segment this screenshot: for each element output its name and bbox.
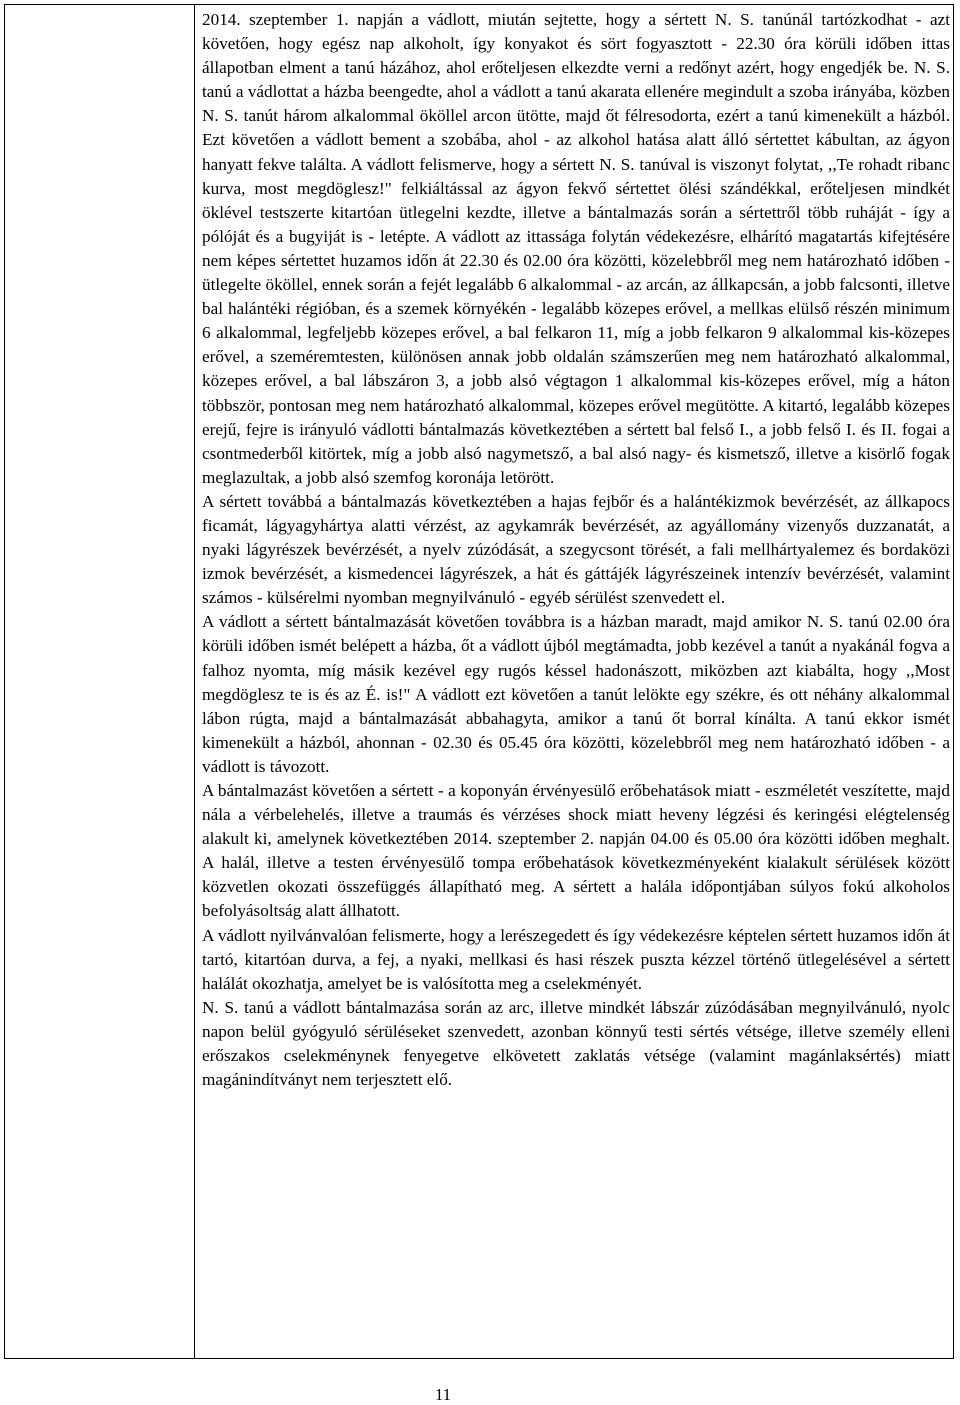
document-body	[202, 8, 950, 1092]
document-frame	[4, 4, 954, 1359]
paragraph-6: N. S. tanú a vádlott bántalmazása során az arc, illetve mindkét lábszár zúzódásában megnyilvánuló, nyolc napon belül gyógyuló sérüléseket szenvedett, azonban könnyű testi sértés vétsége, illetve személy elleni erőszakos cselekménynek fenyegetve elkövetett zaklatás vétsége (valamint magánlaksértés) miatt magánindítványt nem terjesztett elő.	[202, 997, 950, 1090]
paragraph-1: 2014. szeptember 1. napján a vádlott, miután sejtette, hogy a sértett N. S. tanúnál tartózkodhat - azt követően, hogy egész nap alkoholt, így konyakot és sört fogyasztott - 22.30 óra körüli időben ittas állapotban elment a tanú házához, ahol erőteljesen elkezdte verni a redőnyt azért, hogy engedjék be. N. S. tanú a vádlottat a házba beengedte, ahol a vádlott a tanú akarata ellenére megindult a szoba irányába, közben N. S. tanút három alkalommal ököllel arcon ütötte, majd őt félresodorta, ezért a tanú kimenekült a házból. Ezt követően a vádlott bement a szobába, ahol - az alkohol hatása alatt álló sértettet kábultan, az ágyon hanyatt fekve találta. A vádlott felismerve, hogy a sértett N. S. tanúval is viszonyt folytat, ,,Te rohadt ribanc kurva, most megdöglesz!" felkiáltással az ágyon fekvő sértettet ölési szándékkal, erőteljesen mindkét öklével testszerte kitartóan ütlegelni kezdte, illetve a bántalmazás során a sértettről több ruháját - így a pólóját és a bugyiját is - letépte. A vádlott az ittassága folytán védekezésre, elhárító magatartás kifejtésére nem képes sértettet huzamos időn át 22.30 és 02.00 óra közötti, közelebbről meg nem határozható időben - ütlegelte ököllel, ennek során a fejét legalább 6 alkalommal - az arcán, az állkapcsán, a jobb falcsonti, illetve bal halántéki régióban, és a szemek környékén - legalább közepes erővel, a mellkas elülső részén minimum 6 alkalommal, legfeljebb közepes erővel, a bal felkaron 11, míg a jobb felkaron 9 alkalommal kis-közepes erővel, a szeméremtesten, különösen annak jobb oldalán számszerűen meg nem határozható alkalommal, közepes erővel, a bal lábszáron 3, a jobb alsó végtagon 1 alkalommal kis-közepes erővel, míg a háton többször, pontosan meg nem határozható alkalommal, közepes erővel megütötte. A kitartó, legalább közepes erejű, fejre is irányuló vádlotti bántalmazás következtében a sértett bal felső I., a jobb felső I. és II. fogai a csontmederből kitörtek, míg a jobb alsó nagymetsző, a bal alsó nagy- és kismetsző, illetve a kisörlő fogak meglazultak, a jobb alsó szemfog koronája letörött.	[202, 10, 950, 487]
paragraph-2: A sértett továbbá a bántalmazás következtében a hajas fejbőr és a halántékizmok bevérzését, az állkapocs ficamát, lágyagyhártya alatti vérzést, az agykamrák bevérzését, az agyállomány vizenyős duzzanatát, a nyaki lágyrészek bevérzését, a nyelv zúzódását, a szegycsont törését, a fali mellhártyalemez és bordaközi izmok bevérzését, a kismedencei lágyrészek, a hát és gáttájék lágyrészeinek intenzív bevérzését, valamint számos - külsérelmi nyomban megnyilvánuló - egyéb sérülést szenvedett el.	[202, 491, 950, 608]
left-margin-column	[5, 5, 195, 1358]
paragraph-3: A vádlott a sértett bántalmazását követően továbbra is a házban maradt, majd amikor N. S. tanú 02.00 óra körüli időben ismét belépett a házba, őt a vádlott újból megtámadta, jobb kezével a tanút a nyakánál fogva a falhoz nyomta, míg másik kezével egy rugós késsel hadonászott, miközben azt kiabálta, hogy ,,Most megdöglesz te is és az É. is!" A vádlott ezt követően a tanút lelökte egy székre, és ott néhány alkalommal lábon rúgta, majd a bántalmazását abbahagyta, amikor a tanú őt borral kínálta. A tanú ekkor ismét kimenekült a házból, ahonnan - 02.30 és 05.45 óra közötti, közelebbről meg nem határozható időben - a vádlott is távozott.	[202, 612, 950, 776]
paragraph-4: A bántalmazást követően a sértett - a koponyán érvényesülő erőbehatások miatt - eszméletét veszítette, majd nála a vérbelehelés, illetve a traumás és vérzéses shock miatt heveny légzési és keringési elégtelenség alakult ki, amelynek következtében 2014. szeptember 2. napján 04.00 és 05.00 óra közötti időben meghalt. A halál, illetve a testen érvényesülő tompa erőbehatások következményeként kialakult sérülések között közvetlen okozati összefüggés állapítható meg. A sértett a halála időpontjában súlyos fokú alkoholos befolyásoltság alatt állhatott.	[202, 781, 950, 921]
paragraph-5: A vádlott nyilvánvalóan felismerte, hogy a lerészegedett és így védekezésre képtelen sértett huzamos időn át tartó, kitartóan durva, a fej, a nyaki, mellkasi és hasi részek puszta kézzel történő ütlegelésével a sértett halálát okozhatja, amelyet be is valósította meg a cselekményét.	[202, 925, 950, 993]
page-number: 11	[434, 1385, 452, 1404]
